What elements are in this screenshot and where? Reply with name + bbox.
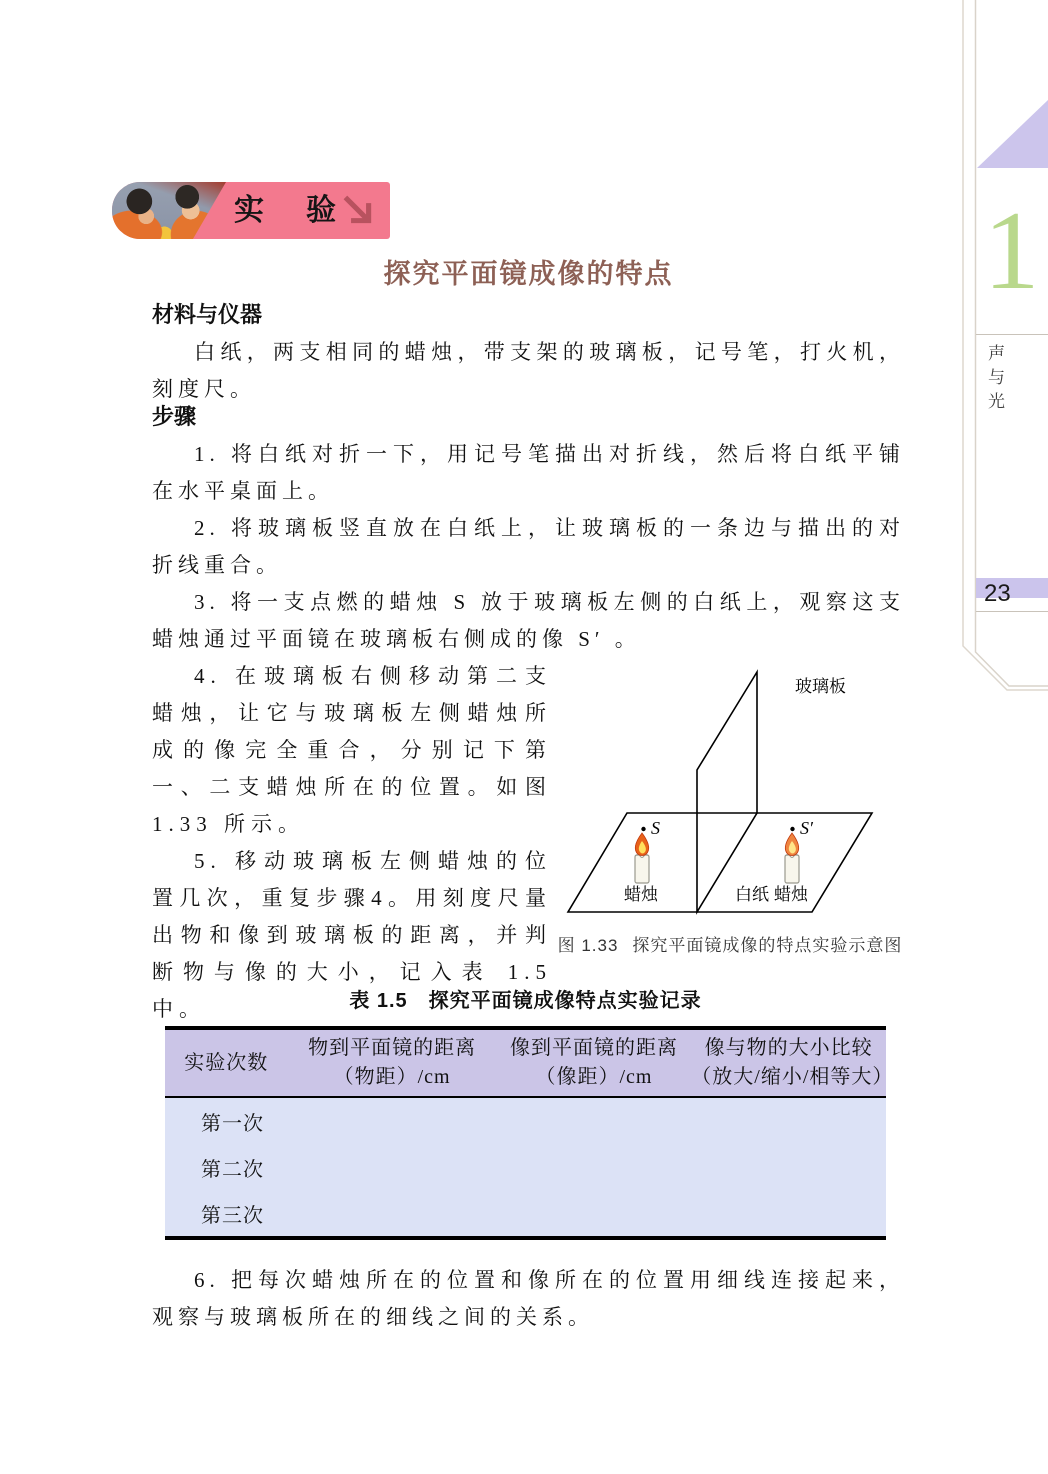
point-s-prime-label: S′ xyxy=(800,818,813,838)
steps-heading: 步骤 xyxy=(152,404,197,429)
table-header-trial: 实验次数 xyxy=(184,1051,269,1074)
step-paragraph-2: 2. 将玻璃板竖直放在白纸上，让玻璃板的一条边与描出的对折线重合。 xyxy=(152,516,905,577)
experiment-record-table xyxy=(165,1026,894,1240)
paper-label: 白纸 xyxy=(735,885,769,904)
table-title xyxy=(165,984,886,1013)
candle-left-label: 蜡烛 xyxy=(624,885,658,904)
candle-right-label: 蜡烛 xyxy=(774,885,808,904)
steps-4-5 xyxy=(152,658,552,1028)
point-s-label: S xyxy=(651,818,660,838)
step-paragraph-5: 5. 移动玻璃板左侧蜡烛的位置几次，重复步骤4。用刻度尺量出物和像到玻璃板的距离，并判断物与像的大小，记入表 1.5 中。 xyxy=(152,849,552,1021)
sidebar-divider xyxy=(976,611,1048,612)
figure-caption-number: 图 1.33 xyxy=(557,936,619,955)
steps-1-3 xyxy=(152,436,905,658)
page-title: 探究平面镜成像的特点 xyxy=(383,259,674,289)
children-photo xyxy=(112,182,226,239)
materials-heading: 材料与仪器 xyxy=(152,302,263,327)
experiment-diagram xyxy=(555,650,915,950)
glass-plate-label: 玻璃板 xyxy=(795,677,846,696)
figure-caption xyxy=(543,931,917,956)
banner-label: 实验 xyxy=(234,194,378,227)
page-number: 23 xyxy=(984,580,1011,607)
chapter-number: 1 xyxy=(983,189,1040,313)
table-header-row xyxy=(165,1030,894,1098)
table-title-number: 表 1.5 xyxy=(349,990,408,1012)
table-row: 第一次 xyxy=(201,1112,264,1135)
materials-text xyxy=(152,334,905,408)
step-paragraph-1: 1. 将白纸对折一下，用记号笔描出对折线，然后将白纸平铺在水平桌面上。 xyxy=(152,442,905,503)
experiment-banner xyxy=(112,182,390,239)
white-paper xyxy=(568,813,872,912)
step-6 xyxy=(152,1262,905,1336)
table-body xyxy=(165,1098,886,1236)
figure-caption-text: 探究平面镜成像的特点实验示意图 xyxy=(632,936,903,955)
sidebar-divider xyxy=(976,334,1048,335)
table-title-text: 探究平面镜成像特点实验记录 xyxy=(428,990,702,1012)
arrow-down-right-icon xyxy=(342,194,376,228)
point-s-prime-dot xyxy=(790,827,794,831)
step-paragraph-6: 6. 把每次蜡烛所在的位置和像所在的位置用细线连接起来，观察与玻璃板所在的细线之间的关系。 xyxy=(152,1268,905,1329)
diagram-svg xyxy=(555,650,915,950)
step-paragraph-4: 4. 在玻璃板右侧移动第二支蜡烛，让它与玻璃板左侧蜡烛所成的像完全重合，分别记下第一、二支蜡烛所在的位置。如图 1.33 所示。 xyxy=(152,664,552,836)
table-header-size-comparison: 像与物的大小比较 （放大/缩小/相等大） xyxy=(691,1037,894,1088)
table-row: 第二次 xyxy=(201,1158,264,1181)
table-header-object-distance: 物到平面镜的距离 （物距）/cm xyxy=(308,1037,477,1088)
table-header-image-distance: 像到平面镜的距离 （像距）/cm xyxy=(509,1037,678,1088)
point-s-dot xyxy=(641,827,645,831)
chapter-title: 声与光 xyxy=(985,344,1004,416)
table-row: 第三次 xyxy=(201,1204,264,1227)
step-paragraph-3: 3. 将一支点燃的蜡烛 S 放于玻璃板左侧的白纸上，观察这支蜡烛通过平面镜在玻璃板右侧成的像 S′ 。 xyxy=(152,590,905,651)
materials-paragraph: 白纸，两支相同的蜡烛，带支架的玻璃板，记号笔，打火机，刻度尺。 xyxy=(152,340,905,401)
